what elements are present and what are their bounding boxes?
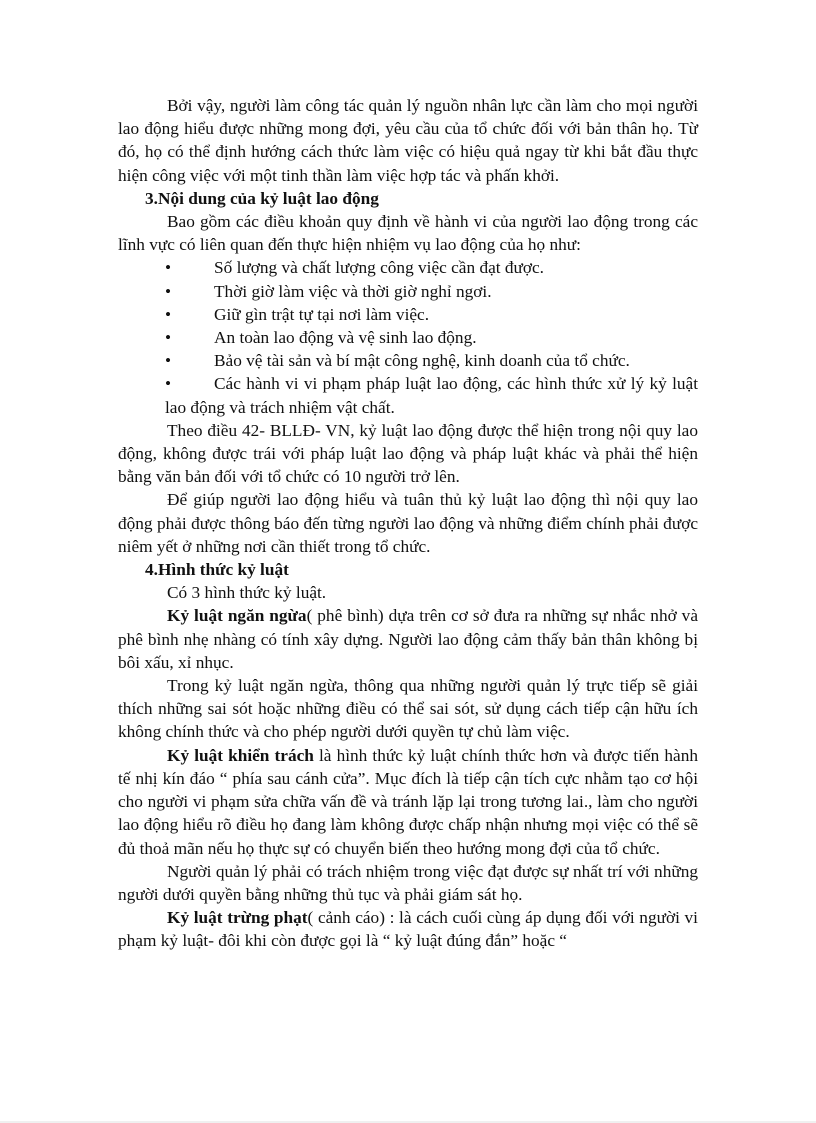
bullet-icon: • <box>165 374 172 394</box>
list-item-text: Giữ gìn trật tự tại nơi làm việc. <box>214 304 430 324</box>
paragraph-three-forms: Có 3 hình thức kỷ luật. <box>167 583 327 603</box>
term-punitive: Kỷ luật trừng phạt <box>167 908 308 928</box>
list-item <box>118 349 698 372</box>
list-item-text: Số lượng và chất lượng công việc cần đạt được. <box>214 258 545 278</box>
list-item <box>118 280 698 303</box>
bullet-icon: • <box>165 258 172 278</box>
paragraph-article-42: Theo điều 42- BLLĐ- VN, kỷ luật lao động được thể hiện trong nội quy lao động, không được trái với pháp luật lao động và pháp luật khác và phải thể hiện bằng văn bản đối với tổ chức có 10 người trở lên. <box>118 420 698 487</box>
paragraph-reprimand <box>118 744 698 860</box>
heading-section-3: 3.Nội dung của kỷ luật lao động <box>145 188 379 208</box>
heading-section-4: 4.Hình thức kỷ luật <box>145 560 289 580</box>
paragraph-intro: Bởi vậy, người làm công tác quản lý nguồn nhân lực cần làm cho mọi người lao động hiểu được những mong đợi, yêu cầu của tổ chức đối với bản thân họ. Từ đó, họ có thể định hướng cách thức làm việc có hiệu quả ngay từ khi bắt đầu thực hiện công việc với một tinh thần làm việc hợp tác và phấn khởi. <box>118 96 698 185</box>
list-item-text: Các hành vi vi phạm pháp luật lao động, các hình thức xử lý kỷ luật lao động và trách nhiệm vật chất. <box>165 374 698 417</box>
list-item-text: Thời giờ làm việc và thời giờ nghỉ ngơi. <box>214 281 492 301</box>
term-preventive: Kỷ luật ngăn ngừa <box>167 606 307 626</box>
list-item-text: Bảo vệ tài sản và bí mật công nghệ, kinh doanh của tổ chức. <box>214 351 630 371</box>
paragraph-content-scope: Bao gồm các điều khoản quy định về hành vi của người lao động trong các lĩnh vực có liên quan đến thực hiện nhiệm vụ lao động của họ như: <box>118 212 698 255</box>
list-item <box>118 256 698 279</box>
paragraph-notification: Để giúp người lao động hiểu và tuân thủ kỷ luật lao động thì nội quy lao động phải được thông báo đến từng người lao động và những điểm chính phải được niêm yết ở những nơi cần thiết trong tổ chức. <box>118 490 698 556</box>
list-item <box>118 372 698 418</box>
paragraph-reprimand-text: là hình thức kỷ luật chính thức hơn và được tiến hành tế nhị kín đáo “ phía sau cánh cửa”. Mục đích là tiếp cận tích cực nhằm tạo cơ hội cho người vi phạm sửa chữa vấn đề và tránh lặp lại trong tương lai., làm cho người lao động hiểu rõ điều họ đang làm không được chấp nhận nhưng mọi việc có thể sẽ đủ thoả mãn nếu họ thực sự có chuyển biến theo hướng mong đợi của tổ chức. <box>118 745 698 858</box>
list-item <box>118 326 698 349</box>
bullet-icon: • <box>165 328 172 348</box>
bullet-icon: • <box>165 351 172 371</box>
list-item <box>118 303 698 326</box>
paragraph-preventive-detail: Trong kỷ luật ngăn ngừa, thông qua những người quản lý trực tiếp sẽ giải thích những sai sót hoặc những điều có thể sai sót, sử dụng cách tiếp cận hữu ích không chính thức và cho phép người dưới quyền tự chủ làm việc. <box>118 676 698 742</box>
paragraph-preventive-text: ( phê bình) dựa trên cơ sở đưa ra những sự nhắc nhở và phê bình nhẹ nhàng có tính xây dựng. Người lao động cảm thấy bản thân không bị bôi xấu, xỉ nhục. <box>118 606 698 672</box>
term-reprimand: Kỷ luật khiển trách <box>167 745 314 765</box>
paragraph-manager-duty: Người quản lý phải có trách nhiệm trong việc đạt được sự nhất trí với những người dưới quyền bằng những thủ tục và phải giám sát họ. <box>118 861 698 904</box>
bullet-icon: • <box>165 281 172 301</box>
document-page <box>118 94 698 953</box>
bullet-icon: • <box>165 304 172 324</box>
paragraph-punitive-text: ( cảnh cáo) : là cách cuối cùng áp dụng đối với người vi phạm kỷ luật- đôi khi còn được gọi là “ kỷ luật đúng đắn” hoặc “ <box>118 908 698 951</box>
paragraph-punitive <box>118 906 698 952</box>
paragraph-preventive <box>118 604 698 674</box>
list-item-text: An toàn lao động và vệ sinh lao động. <box>214 328 477 348</box>
